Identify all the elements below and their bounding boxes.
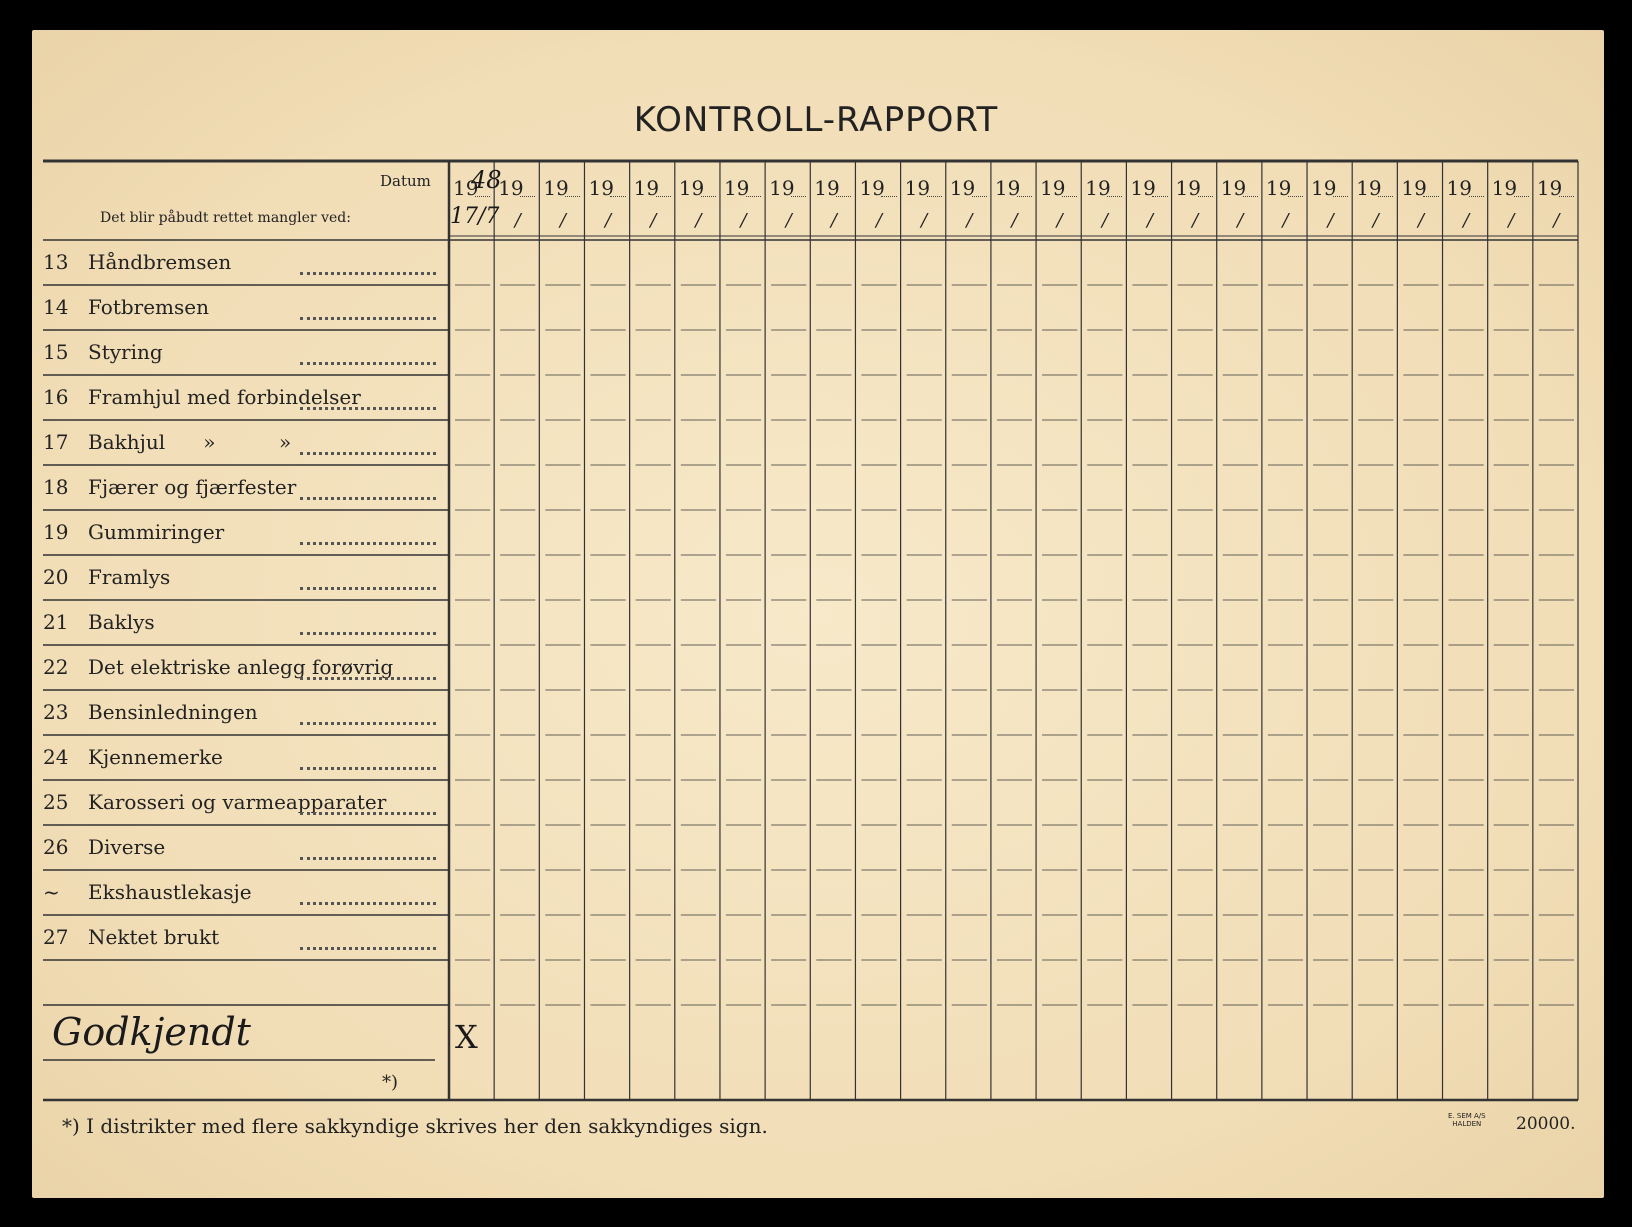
row-number: 20 (43, 565, 69, 589)
row-number: 24 (43, 745, 69, 769)
row-label: Framlys (88, 565, 171, 589)
row-label: Håndbremsen (88, 250, 232, 274)
row-number: 19 (43, 520, 69, 544)
year-prefix: 19 (769, 176, 795, 200)
year-prefix: 19 (1040, 176, 1066, 200)
year-blank (1107, 196, 1122, 197)
year-blank (1469, 196, 1484, 197)
year-blank (610, 196, 625, 197)
row-label: Framhjul med forbindelser (88, 385, 361, 409)
year-blank (565, 196, 580, 197)
year-blank (1333, 196, 1348, 197)
year-prefix: 19 (1175, 176, 1201, 200)
year-prefix: 19 (949, 176, 976, 200)
row-number: 18 (43, 475, 69, 499)
leader-dots (300, 497, 436, 500)
leader-dots (300, 947, 436, 950)
year-prefix: 19 (723, 176, 750, 200)
row-number: 13 (43, 250, 69, 274)
date-slash: / (1508, 210, 1515, 231)
year-prefix: 19 (1401, 176, 1427, 200)
date-slash: / (1327, 210, 1334, 231)
leader-dots (300, 632, 436, 635)
date-slash: / (1417, 210, 1425, 231)
row-label: Ekshaustlekasje (88, 880, 252, 904)
header-mangler: Det blir påbudt rettet mangler ved: (100, 210, 351, 226)
footnote-marker: *) (382, 1072, 399, 1093)
date-slash: / (830, 210, 837, 231)
row-label: Det elektriske anlegg forøvrig (88, 655, 394, 679)
year-prefix: 19 (1536, 176, 1563, 200)
row-label: Nektet brukt (88, 925, 220, 949)
row-label: Bakhjul » » (88, 430, 292, 454)
year-prefix: 19 (1220, 176, 1247, 200)
row-label: Styring (88, 340, 163, 364)
year-prefix: 19 (678, 176, 705, 200)
date-slash: / (1056, 210, 1063, 231)
date-slash: / (695, 210, 702, 231)
year-blank (1152, 196, 1167, 197)
year-prefix: 19 (633, 176, 660, 200)
year-blank (1198, 196, 1213, 197)
year-prefix: 19 (859, 176, 885, 200)
leader-dots (300, 812, 436, 815)
year-blank (1423, 196, 1438, 197)
year-prefix: 19 (1130, 176, 1156, 200)
row-label: Diverse (88, 835, 166, 859)
date-slash: / (559, 210, 566, 231)
row-label: Karosseri og varmeapparater (88, 790, 387, 814)
approval-x-mark: X (455, 1018, 478, 1056)
leader-dots (300, 272, 436, 275)
date-slash: / (1192, 210, 1199, 231)
date-slash: / (1282, 210, 1289, 231)
year-blank (1243, 196, 1258, 197)
row-number: 14 (43, 295, 69, 319)
year-prefix: 19 (543, 176, 569, 200)
year-blank (927, 196, 942, 197)
year-prefix: 19 (498, 176, 524, 200)
leader-dots (300, 722, 436, 725)
year-blank (791, 196, 806, 197)
date-slash: / (1463, 210, 1470, 231)
date-slash: / (966, 210, 973, 231)
printer-imprint (1448, 1112, 1486, 1128)
date-slash: / (921, 210, 928, 231)
row-number: 22 (43, 655, 69, 679)
year-blank (520, 196, 535, 197)
year-blank (701, 196, 716, 197)
row-label: Baklys (88, 610, 155, 634)
leader-dots (300, 362, 436, 365)
footnote-text: *) I distrikter med flere sakkyndige skrives her den sakkyndiges sign. (62, 1114, 768, 1138)
handwritten-date: 17/7 (450, 204, 500, 229)
year-blank (1288, 196, 1303, 197)
handwritten-year: 48 (471, 166, 502, 194)
row-number: 27 (43, 925, 69, 949)
leader-dots (300, 542, 436, 545)
print-run-number: 20000. (1516, 1114, 1576, 1134)
row-label: Kjennemerke (88, 745, 223, 769)
date-slash: / (514, 210, 521, 231)
year-prefix: 19 (588, 176, 614, 200)
leader-dots (300, 677, 436, 680)
leader-dots (300, 587, 436, 590)
year-blank (1514, 196, 1529, 197)
year-blank (475, 196, 490, 197)
row-label: Bensinledningen (88, 700, 258, 724)
row-label: Fotbremsen (88, 295, 210, 319)
date-slash: / (605, 210, 612, 231)
row-number: 26 (43, 835, 69, 859)
row-number: 16 (43, 385, 69, 409)
date-slash: / (1237, 210, 1244, 231)
leader-dots (300, 407, 436, 410)
row-number: 21 (43, 610, 69, 634)
leader-dots (300, 452, 436, 455)
leader-dots (300, 857, 436, 860)
year-prefix: 19 (453, 176, 479, 200)
year-blank (746, 196, 761, 197)
form-title: KONTROLL-RAPPORT (633, 100, 999, 140)
year-prefix: 19 (1311, 176, 1337, 200)
date-slash: / (650, 210, 657, 231)
year-blank (656, 196, 671, 197)
leader-dots (300, 317, 436, 320)
year-prefix: 19 (1265, 176, 1292, 200)
date-slash: / (1553, 210, 1560, 231)
row-label: Gummiringer (88, 520, 225, 544)
year-blank (1559, 196, 1574, 197)
year-blank (972, 196, 987, 197)
printer-name: E. SEM A/S (1448, 1112, 1486, 1120)
header-datum: Datum (380, 172, 431, 190)
date-slash: / (1146, 210, 1154, 231)
row-number: 17 (43, 430, 69, 454)
year-prefix: 19 (814, 176, 840, 200)
year-blank (1062, 196, 1077, 197)
year-prefix: 19 (1491, 176, 1518, 200)
row-label: Fjærer og fjærfester (88, 475, 297, 499)
year-blank (836, 196, 851, 197)
row-number: 25 (43, 790, 69, 814)
year-prefix: 19 (1356, 176, 1382, 200)
signature-godkjendt: Godkjendt (52, 1010, 251, 1054)
row-number: 15 (43, 340, 69, 364)
date-slash: / (1372, 210, 1379, 231)
year-prefix: 19 (994, 176, 1021, 200)
leader-dots (300, 767, 436, 770)
row-number: 23 (43, 700, 69, 724)
date-slash: / (1011, 210, 1018, 231)
year-blank (1017, 196, 1032, 197)
date-slash: / (785, 210, 792, 231)
year-blank (1378, 196, 1393, 197)
date-slash: / (876, 210, 883, 231)
year-blank (881, 196, 896, 197)
date-slash: / (1101, 210, 1108, 231)
row-number: ~ (43, 880, 60, 904)
year-prefix: 19 (1446, 176, 1472, 200)
date-slash: / (740, 210, 747, 231)
year-prefix: 19 (1085, 176, 1111, 200)
printer-town: HALDEN (1452, 1120, 1482, 1128)
leader-dots (300, 902, 436, 905)
year-prefix: 19 (904, 176, 931, 200)
